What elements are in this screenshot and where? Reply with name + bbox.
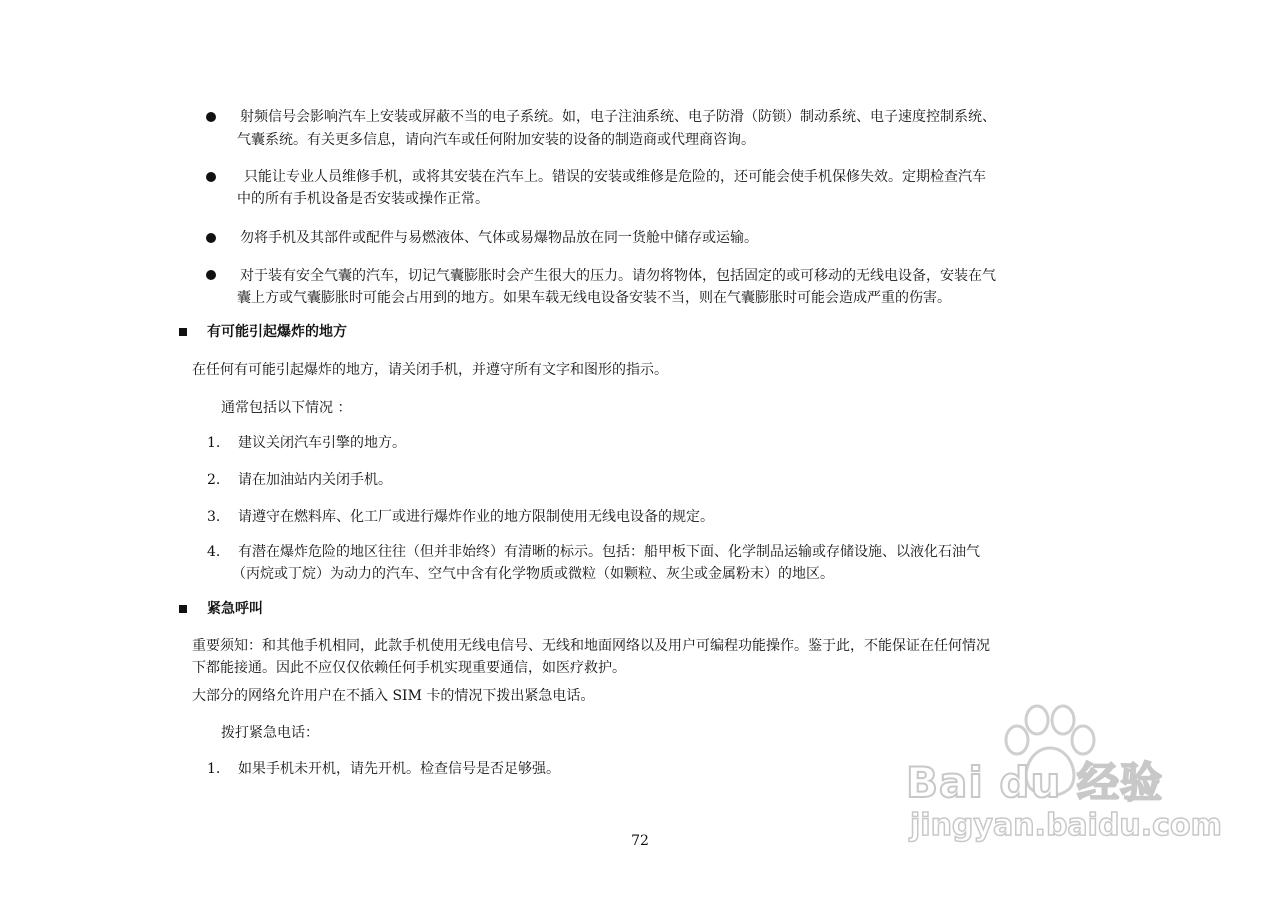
section2-para1-line-2: 下都能接通。因此不应仅仅依赖任何手机实现重要通信，如医疗救护。 (192, 660, 626, 676)
watermark-brand: Bai du 经验 (906, 758, 1163, 807)
list-number: 1. (207, 761, 221, 777)
bullet-3-line-1: 勿将手机及其部件或配件与易燃液体、气体或易爆物品放在同一货舱中储存或运输。 (240, 230, 758, 246)
section2-sub: 拨打紧急电话： (221, 725, 319, 741)
bullet-2-line-2: 中的所有手机设备是否安装或操作正常。 (237, 191, 489, 207)
section-heading-explosion: 有可能引起爆炸的地方 (207, 324, 347, 340)
section-square-icon (179, 605, 187, 613)
list-number: 1. (207, 435, 221, 451)
bullet-1-line-2: 气囊系统。有关更多信息，请向汽车或任何附加安装的设备的制造商或代理商咨询。 (237, 132, 755, 148)
section-square-icon (179, 328, 187, 336)
section2-para2: 大部分的网络允许用户在不插入 SIM 卡的情况下拨出紧急电话。 (192, 688, 595, 704)
page-number: 72 (631, 833, 649, 849)
list-item-continued: （丙烷或丁烷）为动力的汽车、空气中含有化学物质或微粒（如颗粒、灰尘或金属粉末）的地区。 (232, 566, 834, 582)
bullet-dot-icon (206, 233, 216, 243)
section1-intro: 在任何有可能引起爆炸的地方，请关闭手机，并遵守所有文字和图形的指示。 (192, 362, 668, 378)
list-item: 如果手机未开机，请先开机。检查信号是否足够强。 (238, 761, 560, 777)
bullet-dot-icon (206, 172, 216, 182)
list-number: 2. (207, 472, 221, 488)
bullet-4-line-1: 对于装有安全气囊的汽车，切记气囊膨胀时会产生很大的压力。请勿将物体，包括固定的或可移动的无线电设备，安装在气 (240, 268, 996, 284)
bullet-2-line-1: 只能让专业人员维修手机，或将其安装在汽车上。错误的安装或维修是危险的，还可能会使手机保修失效。定期检查汽车 (244, 169, 986, 185)
list-number: 3. (207, 509, 221, 525)
watermark-url: jingyan.baidu.com (910, 808, 1222, 843)
list-number: 4. (207, 544, 221, 560)
section2-para1-line-1: 重要须知：和其他手机相同，此款手机使用无线电信号、无线和地面网络以及用户可编程功能操作。鉴于此，不能保证在任何情况 (192, 638, 990, 654)
baidu-watermark (900, 700, 1222, 860)
bullet-1-line-1: 射频信号会影响汽车上安装或屏蔽不当的电子系统。如，电子注油系统、电子防滑（防锁）制动系统、电子速度控制系统、 (240, 109, 996, 125)
list-item: 请遵守在燃料库、化工厂或进行爆炸作业的地方限制使用无线电设备的规定。 (238, 509, 714, 525)
bullet-4-line-2: 囊上方或气囊膨胀时可能会占用到的地方。如果车载无线电设备安装不当，则在气囊膨胀时可能会造成严重的伤害。 (237, 290, 951, 306)
bullet-dot-icon (206, 112, 216, 122)
section1-sub: 通常包括以下情况 ： (221, 400, 352, 416)
list-item: 请在加油站内关闭手机。 (238, 472, 392, 488)
list-item: 有潜在爆炸危险的地区往往（但并非始终）有清晰的标示。包括：船甲板下面、化学制品运输或存储设施、以液化石油气 (238, 544, 980, 560)
bullet-dot-icon (206, 270, 216, 280)
list-item: 建议关闭汽车引擎的地方。 (238, 435, 406, 451)
section-heading-emergency: 紧急呼叫 (207, 601, 263, 617)
